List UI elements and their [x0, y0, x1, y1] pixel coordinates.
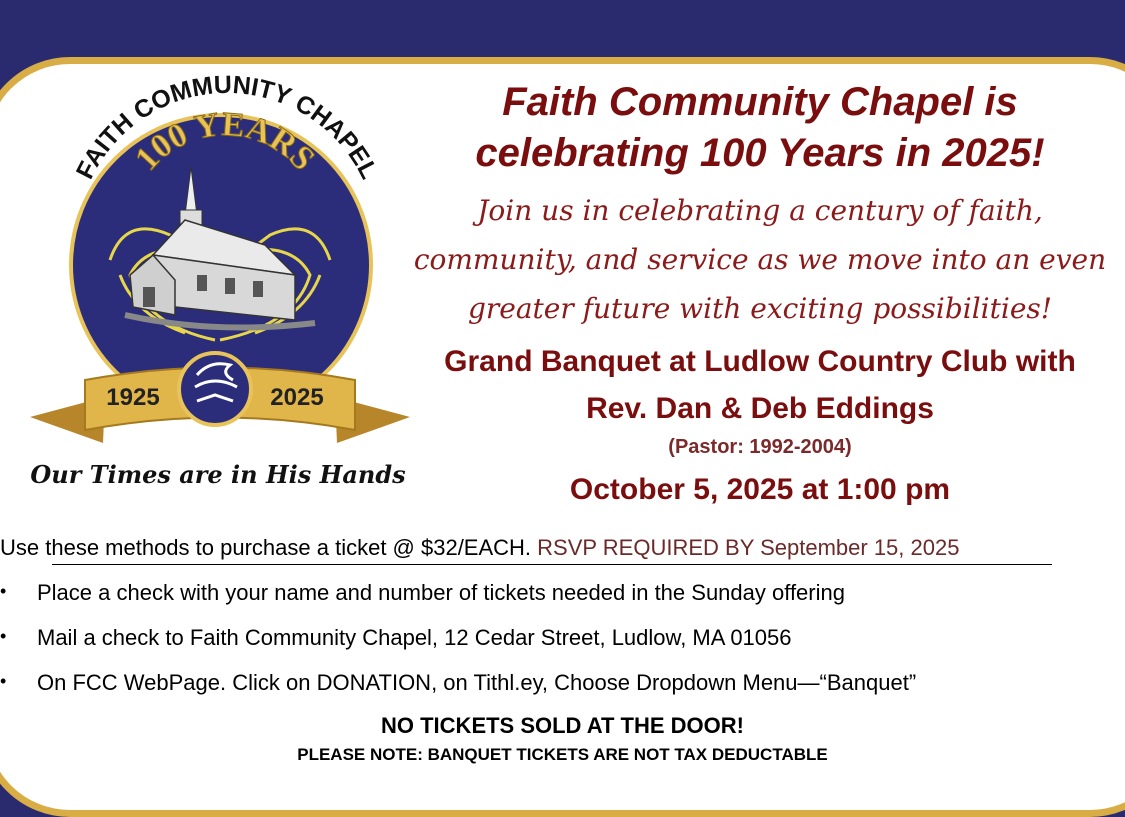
chapel-logo [25, 75, 415, 495]
method-text: Mail a check to Faith Community Chapel, 12 Cedar Street, Ludlow, MA 01056 [37, 625, 792, 650]
purchase-underline [52, 564, 1052, 565]
invitation-line-1: Join us in celebrating a century of faith, [477, 194, 1043, 227]
tax-notice: PLEASE NOTE: BANQUET TICKETS ARE NOT TAX DEDUCTABLE [297, 745, 828, 764]
headline-line-2: celebrating 100 Years in 2025! [475, 131, 1045, 175]
pastor-note: (Pastor: 1992-2004) [668, 436, 852, 458]
event-datetime: October 5, 2025 at 1:00 pm [569, 473, 951, 506]
bullet-icon: • [0, 626, 7, 646]
event-venue: Grand Banquet at Ludlow Country Club with [444, 345, 1076, 378]
logo-arc-text: FAITH COMMUNITY CHAPEL [70, 75, 384, 184]
invitation-line-2: community, and service as we move into an even [413, 243, 1107, 276]
headline-line-1: Faith Community Chapel is [502, 80, 1018, 124]
logo-motto: Our Times are in His Hands [30, 460, 406, 489]
method-text: On FCC WebPage. Click on DONATION, on Tithl.ey, Choose Dropdown Menu—“Banquet” [37, 670, 917, 695]
logo-year-end: 2025 [270, 384, 324, 411]
purchase-instructions [0, 535, 959, 561]
bullet-icon: • [0, 581, 7, 601]
bullet-icon: • [0, 671, 7, 691]
method-text: Place a check with your name and number of tickets needed in the Sunday offering [37, 580, 845, 605]
event-guests: Rev. Dan & Deb Eddings [586, 392, 934, 425]
no-door-sales-notice: NO TICKETS SOLD AT THE DOOR! [381, 713, 744, 738]
rsvp-deadline: RSVP REQUIRED BY September 15, 2025 [537, 535, 960, 560]
logo-year-start: 1925 [106, 384, 160, 411]
invitation-line-3: greater future with exciting possibilities! [467, 292, 1053, 325]
purchase-intro: Use these methods to purchase a ticket @ $32/EACH. [0, 535, 532, 560]
logo-years-text: 100 YEARS [128, 105, 322, 178]
